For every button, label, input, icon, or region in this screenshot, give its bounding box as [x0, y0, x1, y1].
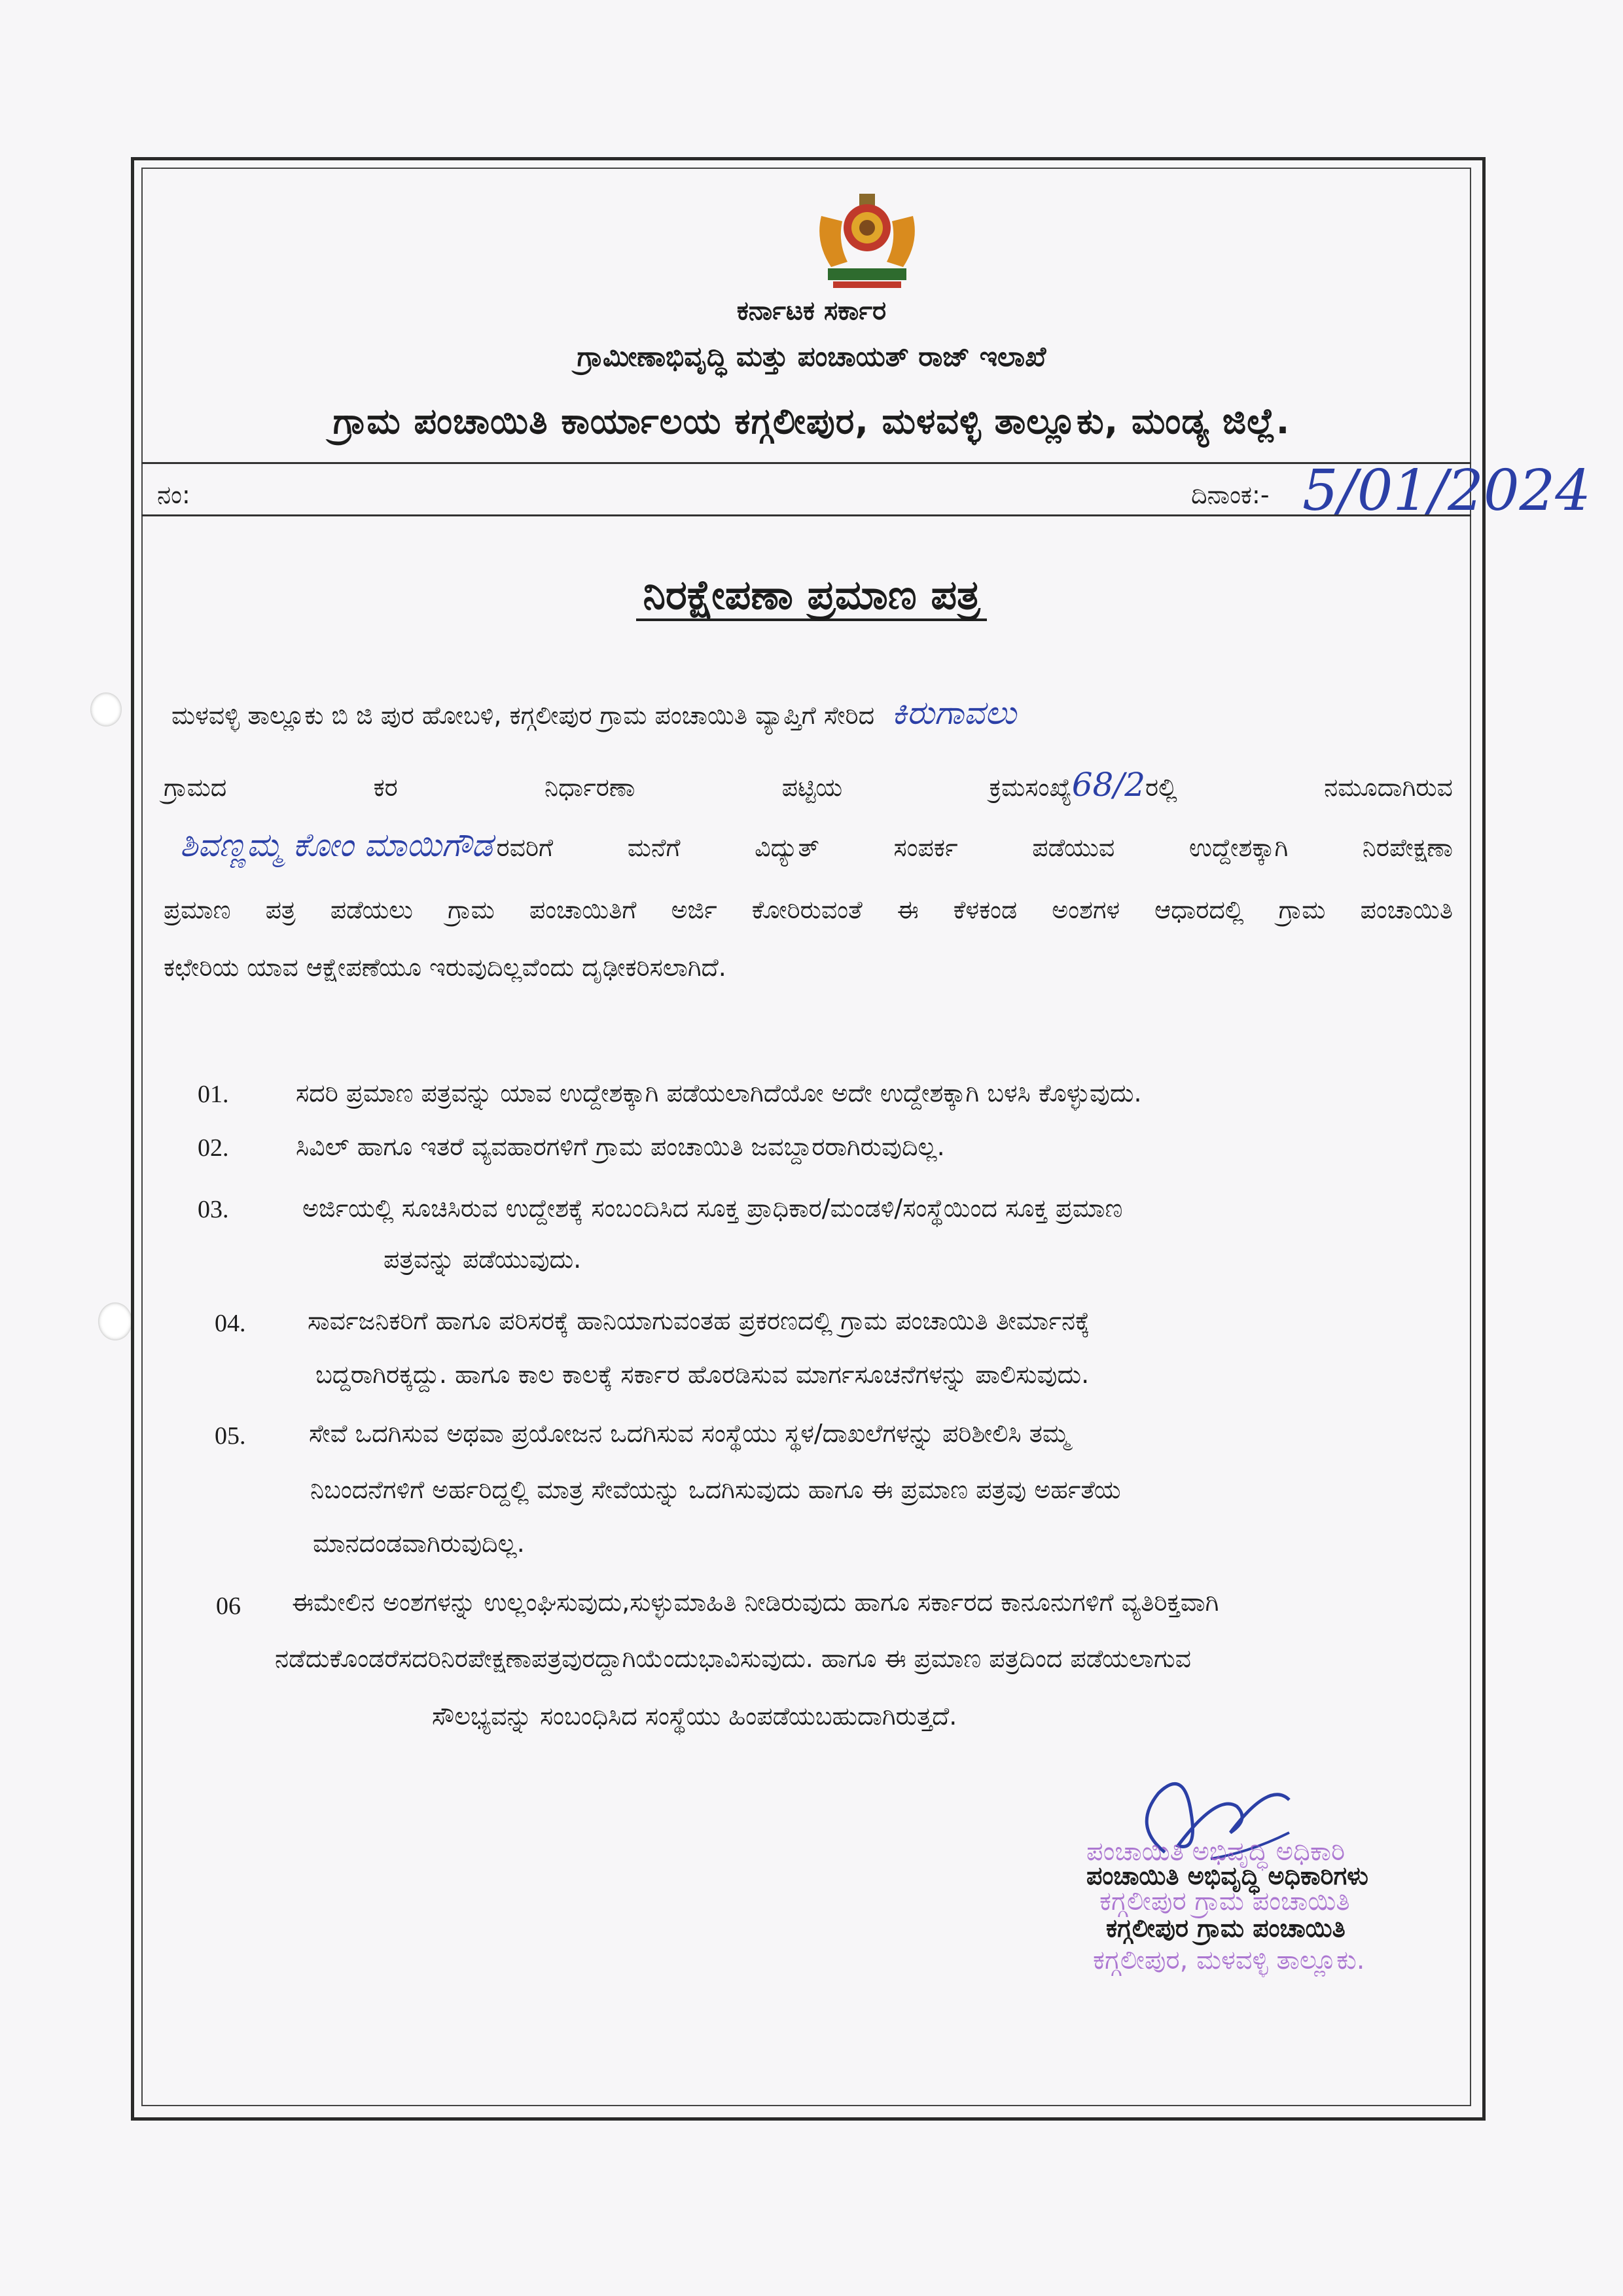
condition-text: ಸಿವಿಲ್ ಹಾಗೂ ಇತರೆ ವ್ಯವಹಾರಗಳಿಗೆ ಗ್ರಾಮ ಪಂಚಾಯಿತಿ ಜವಬ್ದಾರರಾಗಿರುವುದಿಲ್ಲ. — [296, 1132, 945, 1161]
certificate-title: ನಿರಕ್ಷೇಪಣಾ ಪ್ರಮಾಣ ಪತ್ರ — [0, 571, 1623, 619]
applicant-name: ಶಿವಣ್ಣಮ್ಮ ಕೋಂ ಮಾಯಿಗೌಡ — [180, 826, 493, 864]
condition-number: 05. — [215, 1422, 246, 1450]
serial-number: 68/2 — [1071, 766, 1146, 804]
stamp-line-3: ಕಗ್ಗಲೀಪುರ, ಮಳವಳ್ಳಿ ತಾಲ್ಲೂಕು. — [1093, 1945, 1365, 1975]
date-label: ದಿನಾಂಕ:- — [1191, 480, 1270, 509]
condition-text: ಅರ್ಜಿಯಲ್ಲಿ ಸೂಚಿಸಿರುವ ಉದ್ದೇಶಕ್ಕೆ ಸಂಬಂದಿಸಿದ ಸೂಕ್ತ ಪ್ರಾಧಿಕಾರ/ಮಂಡಳಿ/ಸಂಸ್ಥೆಯಿಂದ ಸೂಕ್ತ ಪ್ರಮಾಣ — [302, 1194, 1123, 1223]
stamp-line-2: ಕಗ್ಗಲೀಪುರ ಗ್ರಾಮ ಪಂಚಾಯಿತಿ — [1099, 1886, 1350, 1916]
panchayat-name: ಕಗ್ಗಲೀಪುರ ಗ್ರಾಮ ಪಂಚಾಯಿತಿ — [1106, 1914, 1346, 1943]
officer-title: ಪಂಚಾಯಿತಿ ಅಭಿವೃದ್ಧಿ ಅಧಿಕಾರಿಗಳು — [1086, 1861, 1368, 1890]
body-line-1: ಮಳವಳ್ಳಿ ತಾಲ್ಲೂಕು ಬಿ ಜಿ ಪುರ ಹೋಬಳಿ, ಕಗ್ಗಲೀಪುರ ಗ್ರಾಮ ಪಂಚಾಯಿತಿ ವ್ಯಾಪ್ತಿಗೆ ಸೇರಿದ ಕಿರುಗಾವಲು — [171, 694, 1017, 732]
karnataka-emblem-icon — [802, 190, 933, 295]
condition-text: ನಡೆದುಕೊಂಡರೆಸದರಿನಿರಪೇಕ್ಷಣಾಪತ್ರವುರದ್ದಾಗಿಯೆಂದುಭಾವಿಸುವುದು. ಹಾಗೂ ಈ ಪ್ರಮಾಣ ಪತ್ರದಿಂದ ಪಡೆಯಲಾಗುವ — [275, 1644, 1192, 1673]
body-line-4: ಪ್ರಮಾಣ ಪತ್ರ ಪಡೆಯಲು ಗ್ರಾಮ ಪಂಚಾಯಿತಿಗೆ ಅರ್ಜಿ ಕೋರಿರುವಂತೆ ಈ ಕೆಳಕಂಡ ಅಂಶಗಳ ಆಧಾರದಲ್ಲಿ ಗ್ರಾಮ ಪಂಚಾಯಿತಿ — [164, 895, 1453, 924]
state-name: ಕರ್ನಾಟಕ ಸರ್ಕಾರ — [736, 296, 887, 326]
condition-text: ಬದ್ದರಾಗಿರಕ್ಕದ್ದು. ಹಾಗೂ ಕಾಲ ಕಾಲಕ್ಕೆ ಸರ್ಕಾರ ಹೊರಡಿಸುವ ಮಾರ್ಗಸೂಚನೆಗಳನ್ನು ಪಾಲಿಸುವುದು. — [315, 1360, 1090, 1389]
date-value: 5/01/2024 — [1302, 458, 1591, 524]
header-divider — [141, 462, 1471, 464]
condition-text: ಈಮೇಲಿನ ಅಂಶಗಳನ್ನು ಉಲ್ಲಂಘಿಸುವುದು,ಸುಳ್ಳುಮಾಹಿತಿ ನೀಡಿರುವುದು ಹಾಗೂ ಸರ್ಕಾರದ ಕಾನೂನುಗಳಿಗೆ ವ್ಯತಿರಿಕ್ತವಾಗಿ — [292, 1588, 1219, 1617]
condition-text: ಸದರಿ ಪ್ರಮಾಣ ಪತ್ರವನ್ನು ಯಾವ ಉದ್ದೇಶಕ್ಕಾಗಿ ಪಡೆಯಲಾಗಿದೆಯೋ ಅದೇ ಉದ್ದೇಶಕ್ಕಾಗಿ ಬಳಸಿ ಕೊಳ್ಳುವುದು. — [296, 1079, 1142, 1107]
condition-number: 01. — [198, 1081, 229, 1108]
condition-text: ಸಾರ್ವಜನಿಕರಿಗೆ ಹಾಗೂ ಪರಿಸರಕ್ಕೆ ಹಾನಿಯಾಗುವಂತಹ ಪ್ರಕರಣದಲ್ಲಿ ಗ್ರಾಮ ಪಂಚಾಯಿತಿ ತೀರ್ಮಾನಕ್ಕೆ — [308, 1306, 1090, 1335]
condition-number: 06 — [216, 1592, 241, 1620]
department-name: ಗ್ರಾಮೀಣಾಭಿವೃದ್ಧಿ ಮತ್ತು ಪಂಚಾಯತ್ ರಾಜ್ ಇಲಾಖೆ — [577, 340, 1046, 372]
body-line-3: ಶಿವಣ್ಣಮ್ಮ ಕೋಂ ಮಾಯಿಗೌಡ ರವರಿಗೆ ಮನೆಗೆ ವಿದ್ಯುತ್ ಸಂಪರ್ಕ ಪಡೆಯುವ ಉದ್ದೇಶಕ್ಕಾಗಿ ನಿರಪೇಕ್ಷಣಾ — [180, 826, 1453, 864]
meta-divider — [141, 514, 1471, 516]
village-name: ಕಿರುಗಾವಲು — [891, 694, 1017, 732]
condition-number: 04. — [215, 1310, 246, 1337]
condition-text: ಪತ್ರವನ್ನು ಪಡೆಯುವುದು. — [383, 1245, 582, 1274]
condition-text: ಸೇವೆ ಒದಗಿಸುವ ಅಥವಾ ಪ್ರಯೋಜನ ಒದಗಿಸುವ ಸಂಸ್ಥೆಯು ಸ್ಥಳ/ದಾಖಲೆಗಳನ್ನು ಪರಿಶೀಲಿಸಿ ತಮ್ಮ — [309, 1419, 1070, 1448]
condition-text: ಮಾನದಂಡವಾಗಿರುವುದಿಲ್ಲ. — [313, 1529, 525, 1558]
condition-number: 03. — [198, 1196, 229, 1223]
office-name: ಗ್ರಾಮ ಪಂಚಾಯಿತಿ ಕಾರ್ಯಾಲಯ ಕಗ್ಗಲೀಪುರ, ಮಳವಳ್ಳಿ ತಾಲ್ಲೂಕು, ಮಂಡ್ಯ ಜಿಲ್ಲೆ. — [332, 401, 1291, 442]
condition-text: ಸೌಲಭ್ಯವನ್ನು ಸಂಬಂಧಿಸಿದ ಸಂಸ್ಥೆಯು ಹಿಂಪಡೆಯಬಹುದಾಗಿರುತ್ತದೆ. — [432, 1702, 957, 1731]
stamp-line-1: ಪಂಚಾಯಿತಿ ಅಭಿವೃದ್ಧಿ ಅಧಿಕಾರಿ — [1086, 1837, 1346, 1867]
punch-hole-bottom — [98, 1302, 132, 1340]
condition-number: 02. — [198, 1134, 229, 1162]
body-line-2: ಗ್ರಾಮದ ಕರ ನಿರ್ಧಾರಣಾ ಪಟ್ಟಿಯ ಕ್ರಮಸಂಖ್ಯೆ68/2ರಲ್ಲಿ ನಮೂದಾಗಿರುವ — [164, 766, 1453, 804]
body-line-5: ಕಛೇರಿಯ ಯಾವ ಆಕ್ಷೇಪಣೆಯೂ ಇರುವುದಿಲ್ಲವೆಂದು ದೃಢೀಕರಿಸಲಾಗಿದೆ. — [164, 953, 726, 982]
condition-text: ನಿಬಂದನೆಗಳಿಗೆ ಅರ್ಹರಿದ್ದಲ್ಲಿ ಮಾತ್ರ ಸೇವೆಯನ್ನು ಒದಗಿಸುವುದು ಹಾಗೂ ಈ ಪ್ರಮಾಣ ಪತ್ರವು ಅರ್ಹತೆಯ — [310, 1475, 1121, 1504]
ref-label: ನಂ: — [157, 480, 190, 509]
punch-hole-top — [90, 692, 122, 726]
